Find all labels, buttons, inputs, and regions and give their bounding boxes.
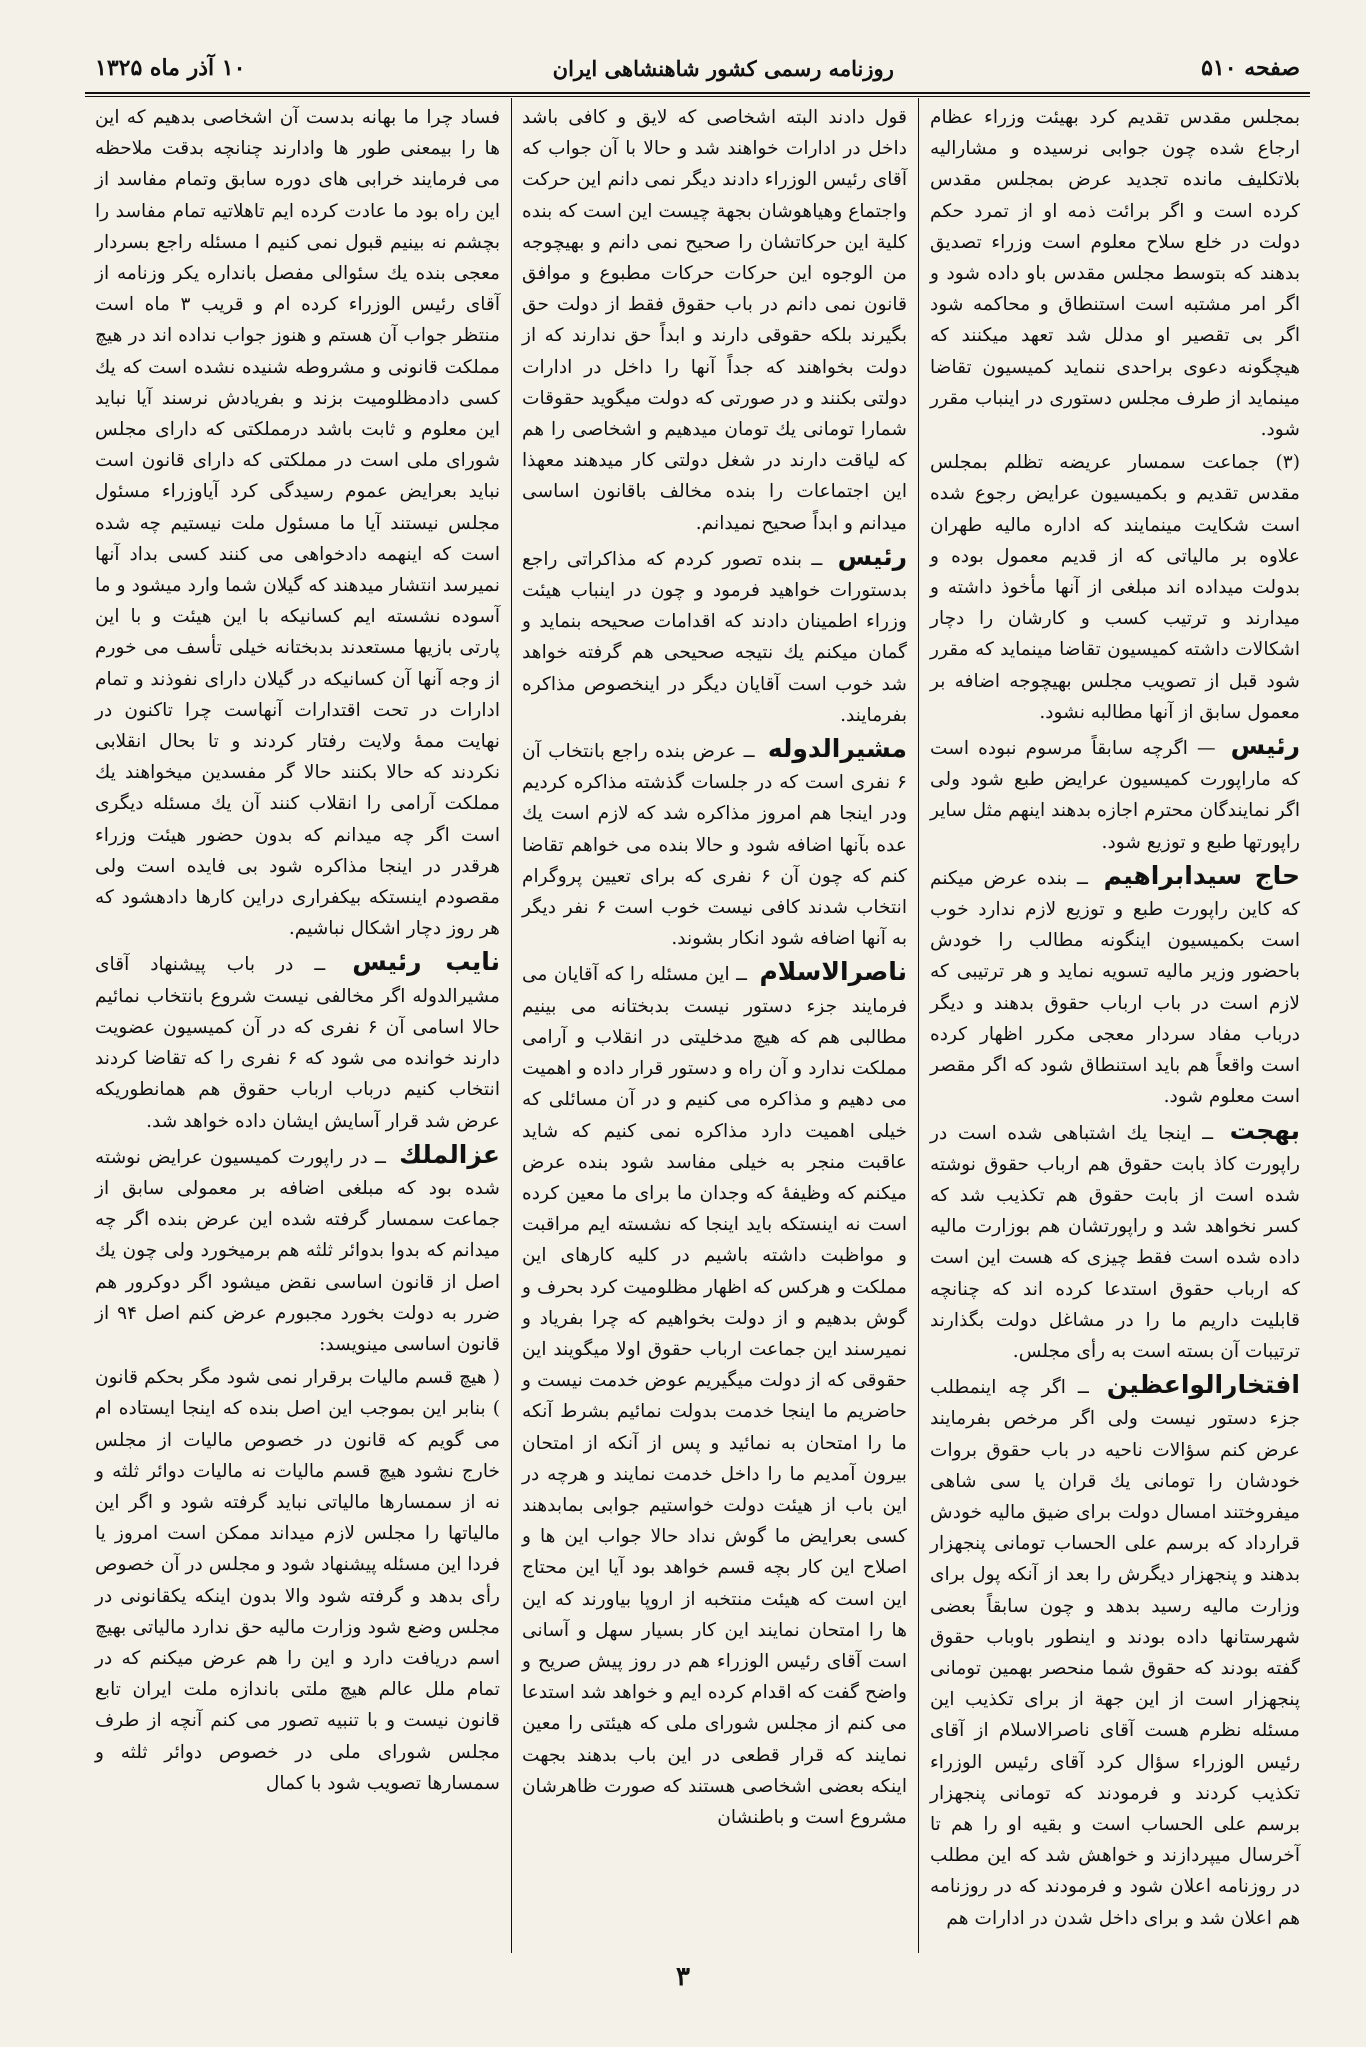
- speaker-name: حاج سیدابراهیم: [1103, 860, 1301, 890]
- speaker-paragraph: [930, 860, 1300, 1113]
- paragraph: قول دادند البته اشخاصی که لایق و کافی باشد داخل در ادارات خواهند شد و حالا با آن جواب که آقای رئیس الوزراء دادند دیگر نمی دانم این حرکت واجتماع وهیاهوشان بجهة چیست این است که بنده کلیة این حرکاتشان را صحیح نمی دانم و بهیچوجه من الوجوه این حرکات حرکات مطبوع و موافق قانون نمی دانم در باب حقوق فقط از دولت حق بگیرند بلکه حقوقی دارند و ابداً حق ندارند که از دولت بخواهند که جداً آنها را داخل در ادارات دولتی بکنند و در صورتی که دولت میگوید حقوقات شمارا تومانی یك تومان میدهیم و اشخاصی را هم که لیاقت دارند در شغل دولتی کار میدهند معهذا این اجتماعات را بنده مخالف باقانون اساسی میدانم و ابداً صحیح نمیدانم.: [522, 107, 907, 534]
- speaker-paragraph: [95, 946, 500, 1136]
- speaker-paragraph: [95, 1139, 500, 1360]
- speaker-name: مشیرالدوله: [767, 734, 907, 764]
- speech-text: ــ این مسئله را که آقایان می فرمایند جزء دستور نیست بدبختانه می بینیم مطالبی هم که هیچ مدخلیتی در انقلاب و آرامی مملکت ندارد و آن راه و دستور قرار داده و اهمیت می دهیم و مذاکره می کنیم و در آن مسائلی که خیلی اهمیت دارد مذاکره نمی کنیم که شاید عاقبت منجر به خیلی مفاسد شود بنده عرض میکنم که وظیفهٔ که وجدان ما برای ما معین کرده است نه اینستکه باید اینجا که نشسته ایم مراقبت و مواظبت داشته باشیم در کلیه کارهای این مملکت و هرکس که اظهار مظلومیت کرد بحرف و گوش بدهیم و از دولت بخواهیم که چرا بفریاد و نمیرسند این جماعت ارباب حقوق اولا میگویند این حقوقی که از دولت میگیریم عوض خدمت نیست و حاضریم ما اینجا خدمت بدولت نمائیم بشرط آنکه ما را امتحان به نمائید و پس از آنکه از امتحان بیرون آمدیم ما را داخل خدمت نمایند و هرچه در این باب از هیئت دولت خواستیم جوابی بمابدهند کسی بعرایض ما گوش نداد حالا جواب این ها و اصلاح این کار بچه قسم خواهد بود آیا این محتاج این است که هیئت منتخبه از اروپا بیاورند که این ها را امتحان نمایند این کار بسیار سهل و آسانی است آقای رئیس الوزراء هم در روز پیش صریح و واضح گفت که اقدام کرده ایم و خواهد شد استدعا می کنم از مجلس شورای ملی که هیئتی را معین نمایند که قرار قطعی در این باب بدهند بجهت اینکه بعضی اشخاصی هستند که صورت ظاهرشان مشروع است و باطنشان: [522, 964, 907, 1828]
- speech-text: ــ بنده عرض میکنم که کاین راپورت طبع و توزیع لازم ندارد خوب است بکمیسیون اینگونه مطالب را خودش باحضور وزیر مالیه تسویه نماید و هر ترتیبی که لازم است در باب ارباب حقوق بدهند و دیگر درباب مفاد سردار معجی مکرر اظهار کرده است واقعاً هم باید استنطاق شود که اگر مقصر است معلوم شود.: [930, 867, 1300, 1108]
- speaker-paragraph: [930, 1115, 1300, 1368]
- speaker-name: بهجت: [1229, 1115, 1300, 1145]
- paragraph: (۳) جماعت سمسار عریضه تظلم بمجلس مقدس تقدیم و بکمیسیون عرایض رجوع شده است شکایت مینمایند که اداره مالیه طهران علاوه بر مالیاتی که از قدیم معمول بوده و بدولت میداده اند مبلغی از آنها مأخوذ داشته و میدارند و ترتیب کسب و کارشان را دچار اشکالات داشته کمیسیون تقاضا مینماید که مقرر شود قبل از تصویب مجلس بهیچوجه اضافه بر معمول سابق از آنها مطالبه نشود.: [930, 452, 1300, 723]
- speech-text: ــ بنده تصور کردم که مذاکراتی راجع بدستورات خواهید فرمود و چون در اینباب هیئت وزراء اطمینان دادند که اقدامات صحیحه بنماید و گمان میکنم یك نتیجه صحیحی هم گرفته خواهد شد خوب است آقایان دیگر در اینخصوص مذاکره بفرمایند.: [522, 548, 907, 726]
- column-left: [85, 98, 510, 1953]
- issue-date: ۱۰ آذر ماه ۱۳۲۵: [95, 55, 246, 81]
- speech-text: ــ اگر چه اینمطلب جزء دستور نیست ولی اگر مرخص بفرمایند عرض کنم سؤالات ناحیه در باب حقوق بروات خودشان را تومانی یك قران یا سی شاهی میفروختند امسال دولت برای ضیق مالیه خودش قرارداد که برسم علی الحساب تومانی پنجهزار بدهند و پنجهزار دیگرش را بعد از آنکه پول برای وزارت مالیه رسید بدهد و چون سابقاً بعضی شهرستانها داده بودند و اینطور باوباب حقوق گفته بودند که حقوق شما منحصر بهمین تومانی پنجهزار است از این جهة از برای تکذیب این مسئله نظرم هست آقای ناصرالاسلام از آقای رئیس الوزراء سؤال کرد آقای رئیس الوزراء تکذیب کردند و فرمودند که تومانی پنجهزار برسم علی الحساب است و بقیه او را هم تا آخرسال میپردازند و خواهش شد که این مطلب در روزنامه اعلان شود و فرمودند که در روزنامه هم اعلان شد و برای داخل شدن در ادارات هم: [930, 1377, 1300, 1929]
- speaker-name: رئیس: [1230, 731, 1300, 761]
- masthead: [95, 50, 1300, 86]
- column-right: [920, 98, 1310, 1953]
- speaker-name: عزالملك: [399, 1139, 500, 1169]
- speaker-paragraph: [522, 956, 907, 1833]
- speaker-paragraph: [930, 1369, 1300, 1934]
- paragraph: بمجلس مقدس تقدیم کرد بهیئت وزراء عظام ارجاع شده چون جوابی نرسیده و مشاراليه بلاتکلیف مانده تجدید عرض بمجلس مقدس کرده است و اگر برائت ذمه او از تمرد حکم دولت در خلع سلاح معلوم است وزراء تصدیق بدهند که بتوسط مجلس مقدس باو داده شود و اگر امر مشتبه است استنطاق و محاکمه شود اگر بی تقصیر او مدلل شد تعهد میکنند که هیچگونه دعوی براحدی ننماید کمیسیون تقاضا مینماید از طرف مجلس دستوری در اینباب مقرر شود.: [930, 107, 1300, 441]
- paragraph: فساد چرا ما بهانه بدست آن اشخاصی بدهیم که این ها را بیمعنی طور ها وادارند چنانچه بدقت ملاحظه می فرمایند خرابی های دوره سابق وتمام مفاسد از این راه بود ما عادت کرده ایم تاهلاتیه تمام مفاسد را بچشم نه بینیم قبول نمی کنیم ا مسئله راجع بسردار معجی بنده یك سئوالی مفصل بانداره یکر وزنامه از آقای رئیس الوزراء کرده ام و قریب ۳ ماه است منتظر جواب آن هستم و هنوز جواب نداده اند در هیچ مملکت قانونی و مشروطه شنیده نشده است که یك کسی دادمظلومیت بزند و بفریادش نرسند آیا نباید این معلوم و ثابت باشد درمملکتی که دارای مجلس شورای ملی است در مملکتی که دارای قانون است نباید بعرایض عموم رسیدگی کرد آیاوزراء مسئول مجلس نیستند آیا ما مسئول ملت نیستیم چه شده است که اینهمه دادخواهی می کنند کسی بداد آنها نمیرسد انتشار میدهند که گیلان شما وارد میشود و ما آسوده نشسته ایم کسانیکه با این هیئت و با این پارتی بازیها مستعدند بدبختانه خیلی تأسف می خورم از وجه آنها آن کسانیکه در گیلان دارای نفوذند و تمام ادارات در تحت اقتدارات آنهاست چرا تاکنون در نهایت ممهٔ ولایت رفتار کردند و تا بحال انقلابی نکردند که حالا بکنند حالا گر مفسدین میخواهند یك مملکت آرامی را انقلاب کنند آن یك مسئله دیگری است اگر چه میدانم که بدون حضور هیئت وزراء هرقدر در اینجا مذاکره شود بی فایده است ولی مقصودم اینستکه بیکفراری دراین کارها دادهشود که هر روز دچار اشکال نباشیم.: [95, 107, 500, 940]
- paragraph: ( هیچ قسم مالیات برقرار نمی شود مگر بحکم قانون ) بنابر این بموجب این اصل بنده که اینجا ایستاده ام می گویم که قانون در خصوص مالیات از مجلس خارج نشود هیچ قسم مالیات نه مالیات دوائر ثلثه و نه از سمسارها مالیاتی نباید گرفته شود و اگر این مالیاتها را مجلس لازم میداند ممکن است امروز یا فردا این مسئله پیشنهاد شود و مجلس در آن خصوص رأی بدهد و گرفته شود والا بدون اینکه یکقانونی در مجلس وضع شود وزارت مالیه حق ندارد مالیاتی بهیچ اسم دریافت دارد و این را هم عرض میکنم که در تمام ملل عالم هیچ ملتی باندازه ملت ایران تابع قانون نیست و با تنبیه تصور می کنم آنچه از طرف مجلس شورای ملی در خصوص دوائر ثلثه و سمسارها تصویب شود با کمال: [95, 1367, 500, 1794]
- speaker-name: نایب رئیس: [352, 947, 500, 977]
- column-divider: [918, 98, 919, 1953]
- speech-text: ــ در راپورت کمیسیون عرایض نوشته شده بود که مبلغی اضافه بر معمولی سابق از جماعت سمسار گرفته شده این عرض بنده اگر چه میدانم که بدوا بدوائر ثلثه هم برمیخورد ولی چون یك اصل از قانون اساسی نقض میشود اگر دوکرور هم ضرر به دولت بخورد مجبورم عرض کنم اصل ۹۴ از قانون اساسی مینویسد:: [95, 1146, 500, 1355]
- speech-text: — اگرچه سابقاً مرسوم نبوده است که ماراپورت کمیسیون عرایض طبع شود ولی اگر نمایندگان محترم اجازه بدهند اینهم مثل سایر راپورتها طبع و توزیع شود.: [930, 738, 1300, 853]
- speech-text: ــ عرض بنده راجع بانتخاب آن ۶ نفری است که در جلسات گذشته مذاکره کردیم ودر اینجا هم امروز مذاکره شد که لازم است یك عده بآنها اضافه شود و حالا بنده می خواهم تقاضا کنم که چون آن ۶ نفری که برای تعیین پروگرام انتخاب شدند کافی نیست خوب است ۶ نفر دیگر به آنها اضافه شود انکار بشوند.: [522, 741, 907, 950]
- column-middle: [512, 98, 917, 1953]
- speech-text: ــ در باب پیشنهاد آقای مشیرالدوله اگر مخالفی نیست شروع بانتخاب نمائیم حالا اسامی آن ۶ نفری که در آن کمیسیون عضویت دارند خوانده می شود که ۶ نفری را که تقاضا کردند انتخاب کنیم درباب ارباب حقوق هم همانطوریکه عرض شد قرار آسایش ایشان داده خواهد شد.: [95, 954, 501, 1132]
- header-rule: [85, 92, 1310, 94]
- speaker-paragraph: [522, 541, 907, 731]
- page-number: ۳: [676, 1962, 690, 1992]
- speaker-name: ناصرالاسلام: [759, 957, 907, 987]
- header-rule-thin: [85, 96, 1310, 97]
- newspaper-title: روزنامه رسمی کشور شاهنشاهی ایران: [552, 55, 894, 81]
- speaker-paragraph: [930, 730, 1300, 858]
- speaker-name: افتخارالواعظین: [1106, 1370, 1300, 1400]
- speaker-paragraph: [522, 733, 907, 954]
- speaker-name: رئیس: [837, 541, 907, 571]
- page-label: صفحه ۵۱۰: [1201, 55, 1300, 81]
- speech-text: ــ اینجا یك اشتباهی شده است در راپورت کاذ بابت حقوق هم ارباب حقوق نوشته شده است از بابت حقوق هم تکذیب شد که کسر نخواهد شد و راپورتشان هم بوزارت مالیه داده شده است فقط چیزی که هست این است که ارباب حقوق استدعا کرده اند که چنانچه قابلیت داریم ما را در مشاغل دولت بگذارند ترتیبات آن بسته است به رأی مجلس.: [930, 1122, 1300, 1362]
